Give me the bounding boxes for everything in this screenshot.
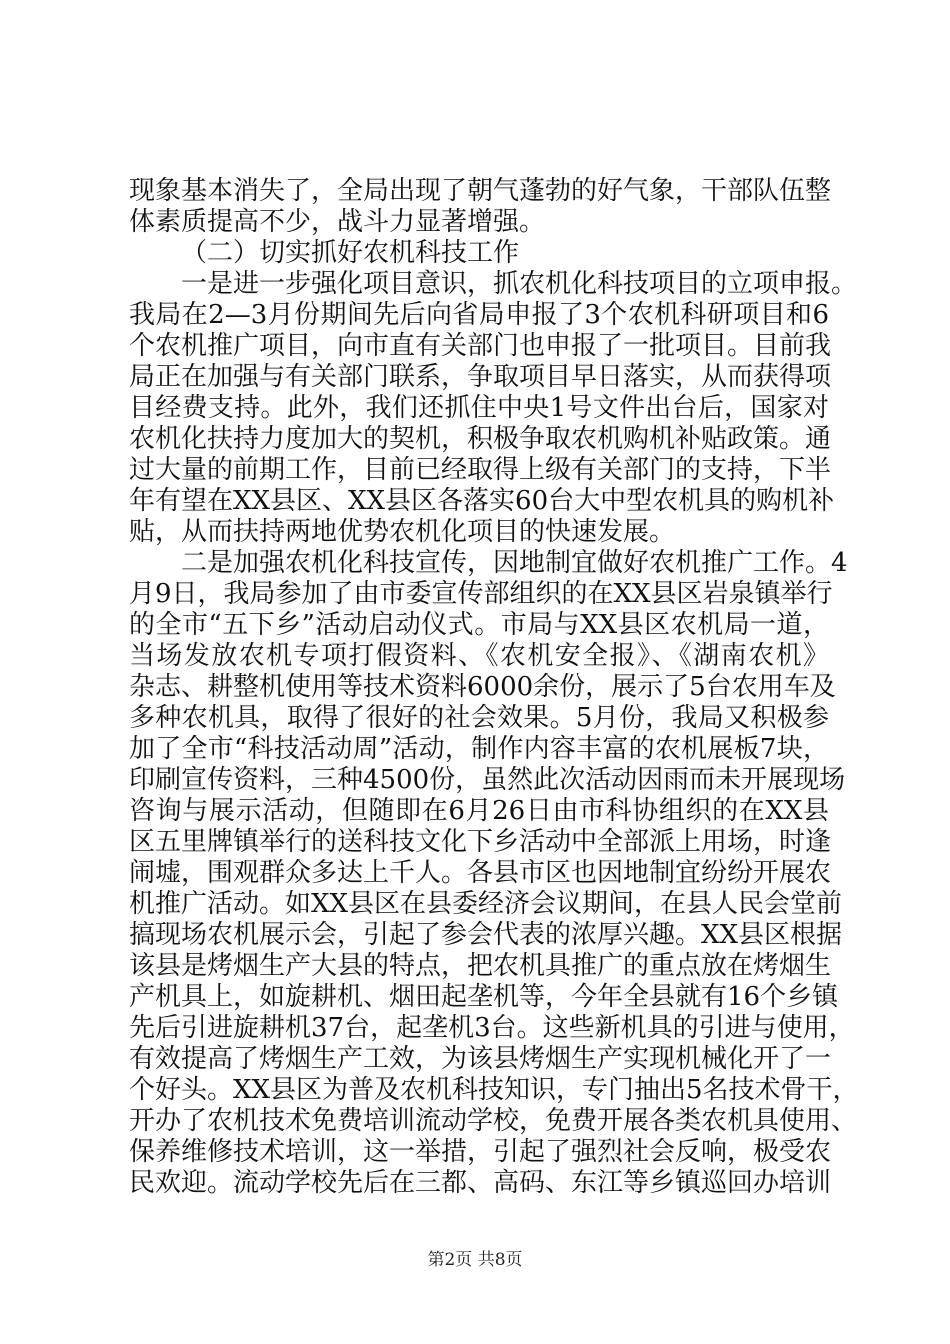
text-line: 月9日，我局参加了由市委宣传部组织的在XX县区岩泉镇举行 — [129, 579, 833, 609]
paragraph-first-line: 一是进一步强化项目意识，抓农机化科技项目的立项申报。 — [181, 269, 858, 299]
text-line: 搞现场农机展示会，引起了参会代表的浓厚兴趣。XX县区根据 — [129, 920, 843, 950]
text-line: 个农机推广项目，向市直有关部门也申报了一批项目。目前我 — [129, 331, 832, 361]
text-line: 多种农机具，取得了很好的社会效果。5月份，我局又积极参 — [129, 703, 829, 733]
text-line: 机推广活动。如XX县区在县委经济会议期间，在县人民会堂前 — [129, 889, 843, 919]
text-line: 先后引进旋耕机37台，起垄机3台。这些新机具的引进与使用， — [129, 1013, 855, 1043]
text-line: 咨询与展示活动，但随即在6月26日由市科协组织的在XX县 — [129, 796, 829, 826]
text-line: 产机具上，如旋耕机、烟田起垄机等，今年全县就有16个乡镇 — [129, 982, 839, 1012]
text-line: 区五里牌镇举行的送科技文化下乡活动中全部派上用场，时逢 — [129, 827, 832, 857]
text-line: 杂志、耕整机使用等技术资料6000余份，展示了5台农用车及 — [129, 672, 836, 702]
text-line: 目经费支持。此外，我们还抓住中央1号文件出台后，国家对 — [129, 393, 829, 423]
text-line: 的全市“五下乡”活动启动仪式。市局与XX县区农机局一道， — [129, 610, 829, 640]
text-line: 个好头。XX县区为普及农机科技知识，专门抽出5名技术骨干， — [129, 1075, 859, 1105]
page-footer — [0, 1245, 950, 1270]
text-line: 当场发放农机专项打假资料、《农机安全报》、《湖南农机》 — [129, 641, 829, 671]
text-line: 印刷宣传资料，三种4500份，虽然此次活动因雨而未开展现场 — [129, 765, 846, 795]
text-line: 过大量的前期工作，目前已经取得上级有关部门的支持，下半 — [129, 455, 832, 485]
body-text — [129, 176, 859, 1199]
text-line: 有效提高了烤烟生产工效，为该县烤烟生产实现机械化开了一 — [129, 1044, 832, 1074]
page-number: 第2页 共8页 — [427, 1250, 523, 1270]
paragraph-first-line: 二是加强农机化科技宣传，因地制宜做好农机推广工作。4 — [181, 548, 848, 578]
text-line: 局正在加强与有关部门联系，争取项目早日落实，从而获得项 — [129, 362, 832, 392]
text-line: 体素质提高不少，战斗力显著增强。 — [129, 207, 546, 237]
text-line: 闹墟，围观群众多达上千人。各县市区也因地制宜纷纷开展农 — [129, 858, 832, 888]
text-line: 该县是烤烟生产大县的特点，把农机具推广的重点放在烤烟生 — [129, 951, 832, 981]
text-line: 贴，从而扶持两地优势农机化项目的快速发展。 — [129, 517, 676, 547]
text-line: 现象基本消失了，全局出现了朝气蓬勃的好气象，干部队伍整 — [129, 176, 832, 206]
text-line: 保养维修技术培训，这一举措，引起了强烈社会反响，极受农 — [129, 1137, 832, 1167]
text-line: 我局在2—3月份期间先后向省局申报了3个农机科研项目和6 — [129, 300, 829, 330]
text-line: 农机化扶持力度加大的契机，积极争取农机购机补贴政策。通 — [129, 424, 832, 454]
text-line: 开办了农机技术免费培训流动学校，免费开展各类农机具使用、 — [129, 1106, 858, 1136]
text-line: 年有望在XX县区、XX县区各落实60台大中型农机具的购机补 — [129, 486, 835, 516]
section-heading: （二）切实抓好农机科技工作 — [181, 238, 520, 268]
text-line: 民欢迎。流动学校先后在三都、高码、东江等乡镇巡回办培训 — [129, 1168, 832, 1198]
text-line: 加了全市“科技活动周”活动，制作内容丰富的农机展板7块， — [129, 734, 829, 764]
